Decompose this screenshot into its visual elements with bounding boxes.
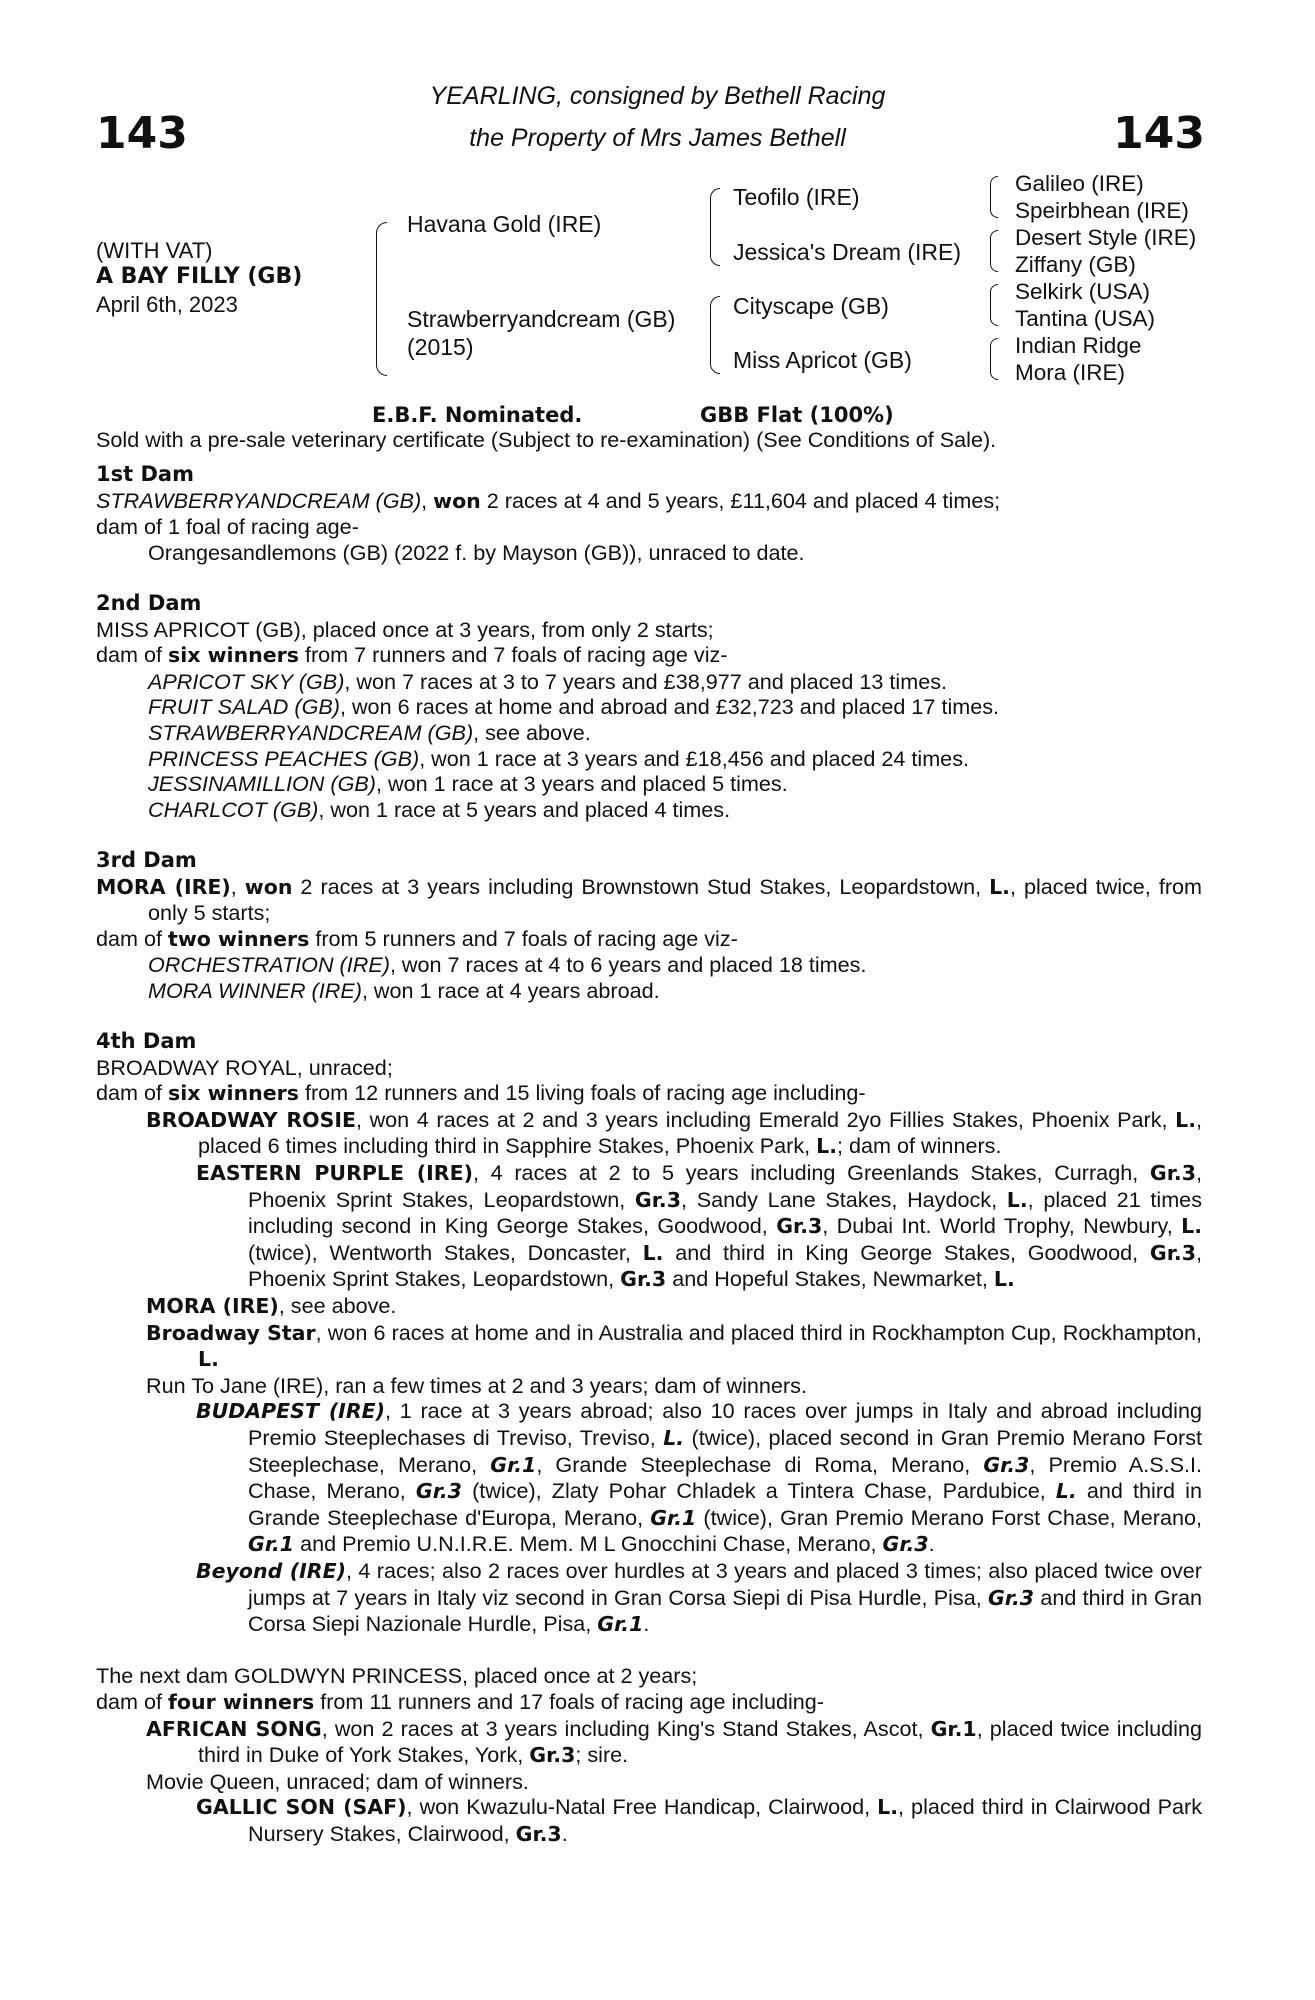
pedigree-brace-gen1 [376,222,387,376]
pedigree-brace-dam [710,296,720,374]
third-dam-summary: dam of two winners from 5 runners and 7 foals of racing age viz- [96,925,738,951]
vat-label: (WITH VAT) [96,238,213,263]
pedigree-body [96,462,1202,1847]
pedigree-sss: Galileo (IRE) [1015,171,1144,196]
sale-note: Sold with a pre-sale veterinary certificate (Subject to re-examination) (See Conditions of Sale). [96,427,997,452]
next-dam-summary: dam of four winners from 11 runners and 17 foals of racing age including- [96,1688,824,1714]
first-dam-name: STRAWBERRYANDCREAM (GB) [96,487,422,513]
pedigree-dds: Indian Ridge [1015,333,1142,358]
broadway-star-entry: Broadway Star, won 6 races at home and in Australia and placed third in Rockhampton Cup, Rockhampton, L. [146,1319,1202,1372]
first-dam-won: won [433,488,481,513]
pedigree-brace-sd [990,230,998,272]
list-item: PRINCESS PEACHES (GB), won 1 race at 3 years and £18,456 and placed 24 times. [148,745,969,771]
first-dam-heading: 1st Dam [96,462,194,486]
pedigree-sds: Desert Style (IRE) [1015,225,1197,250]
second-dam-line: MISS APRICOT (GB), placed once at 3 years, from only 2 starts; [96,616,714,642]
run-to-jane-entry: Run To Jane (IRE), ran a few times at 2 and 3 years; dam of winners. [146,1372,807,1398]
pedigree-sire-sire: Teofilo (IRE) [733,184,860,210]
next-dam-line: The next dam GOLDWYN PRINCESS, placed once at 2 years; [96,1663,698,1689]
pedigree-sire: Havana Gold (IRE) [407,211,602,237]
pedigree-brace-ss [990,176,998,218]
list-item: APRICOT SKY (GB), won 7 races at 3 to 7 years and £38,977 and placed 13 times. [148,668,948,694]
list-item: JESSINAMILLION (GB), won 1 race at 3 years and placed 5 times. [148,771,788,797]
pedigree-dam-sire: Cityscape (GB) [733,293,889,319]
consignor-line: YEARLING, consigned by Bethell Racing [429,82,886,110]
african-song-entry: AFRICAN SONG, won 2 races at 3 years including King's Stand Stakes, Ascot, Gr.1, placed twice including third in Duke of York Stakes, York, Gr.3; sire. [146,1715,1202,1768]
pedigree-sdd: Ziffany (GB) [1015,252,1136,277]
gbb-flat: GBB Flat (100%) [700,403,894,427]
pedigree-ssd: Speirbhean (IRE) [1015,198,1189,223]
list-item: ORCHESTRATION (IRE), won 7 races at 4 to 6 years and placed 18 times. [148,952,867,978]
lot-number-left: 143 [96,108,188,159]
pedigree-brace-dd [990,338,998,380]
eastern-purple-entry: EASTERN PURPLE (IRE), 4 races at 2 to 5 years including Greenlands Stakes, Curragh, Gr.3, Phoenix Sprint Stakes, Leopardstown, Gr.3, Sandy Lane Stakes, Haydock, L., placed 21 times including second in King George Stakes, Goodwood, Gr.3, Dubai Int. World Trophy, Newbury, L. (twice), Wentworth Stakes, Doncaster, L. and third in King George Stakes, Goodwood, Gr.3, Phoenix Sprint Stakes, Leopardstown, Gr.3 and Hopeful Stakes, Newmarket, L. [196,1160,1202,1292]
pedigree-brace-ds [990,284,998,326]
third-dam-heading: 3rd Dam [96,847,197,872]
foaling-date: April 6th, 2023 [96,292,238,317]
beyond-entry: Beyond (IRE), 4 races; also 2 races over hurdles at 3 years and placed 3 times; also placed twice over jumps at 7 years in Italy viz second in Gran Corsa Siepi di Pisa Hurdle, Pisa, Gr.3 and third in Gran Corsa Siepi Nazionale Hurdle, Pisa, Gr.1. [196,1557,1202,1637]
pedigree-sire-dam: Jessica's Dream (IRE) [733,239,962,265]
fourth-dam-line: BROADWAY ROYAL, unraced; [96,1054,393,1080]
pedigree-dam: Strawberryandcream (GB) [407,306,676,332]
pedigree-dsd: Tantina (USA) [1015,306,1156,331]
list-item: CHARLCOT (GB), won 1 race at 5 years and placed 4 times. [148,796,731,822]
second-dam-heading: 2nd Dam [96,590,202,615]
second-dam-summary: dam of six winners from 7 runners and 7 foals of racing age viz- [96,642,728,668]
ebf-nomination: E.B.F. Nominated. [372,403,583,427]
first-dam-foals: dam of 1 foal of racing age- [96,514,359,540]
gallic-son-entry: GALLIC SON (SAF), won Kwazulu-Natal Free Handicap, Clairwood, L., placed third in Clairwood Park Nursery Stakes, Clairwood, Gr.3. [196,1794,1203,1846]
pedigree-dss: Selkirk (USA) [1015,279,1151,304]
third-dam-line: MORA (IRE), won 2 races at 3 years including Brownstown Stud Stakes, Leopardstown, L., placed twice, from only 5 starts; [96,873,1203,926]
list-item: STRAWBERRYANDCREAM (GB), see above. [148,719,591,745]
broadway-rosie-entry: BROADWAY ROSIE, won 4 races at 2 and 3 years including Emerald 2yo Fillies Stakes, Phoenix Park, L., placed 6 times including third in Sapphire Stakes, Phoenix Park, L.; dam of winners. [146,1106,1202,1159]
pedigree-ddd: Mora (IRE) [1015,360,1126,385]
pedigree-brace-sire [710,188,720,266]
lot-number-right: 143 [1113,108,1205,159]
list-item: FRUIT SALAD (GB), won 6 races at home and abroad and £32,723 and placed 17 times. [148,694,1000,720]
pedigree-dam-dam: Miss Apricot (GB) [733,347,912,373]
budapest-entry: BUDAPEST (IRE), 1 race at 3 years abroad; also 10 races over jumps in Italy and abroad including Premio Steeplechases di Treviso, Treviso, L. (twice), placed second in Gran Premio Merano Forst Steeplechase, Merano, Gr.1, Grande Steeplechase di Roma, Merano, Gr.3, Premio A.S.S.I. Chase, Merano, Gr.3 (twice), Zlaty Pohar Chladek a Tintera Chase, Pardubice, L. and third in Grande Steeplechase d'Europa, Merano, Gr.1 (twice), Gran Premio Merano Forst Chase, Merano, Gr.1 and Premio U.N.I.R.E. Mem. M L Gnocchini Chase, Merano, Gr.3. [196,1398,1203,1557]
mora-entry: MORA (IRE), see above. [146,1293,397,1318]
property-line: the Property of Mrs James Bethell [469,124,846,152]
first-dam-produce: Orangesandlemons (GB) (2022 f. by Mayson (GB)), unraced to date. [148,539,805,565]
first-dam-line: STRAWBERRYANDCREAM (GB), won 2 races at 4 and 5 years, £11,604 and placed 4 times; [96,487,1001,513]
list-item: MORA WINNER (IRE), won 1 race at 4 years abroad. [148,977,660,1003]
pedigree-dam-year: (2015) [407,334,474,360]
fourth-dam-heading: 4th Dam [96,1029,197,1054]
horse-name: A BAY FILLY (GB) [96,264,303,289]
fourth-dam-summary: dam of six winners from 12 runners and 15 living foals of racing age including- [96,1080,866,1106]
movie-queen-entry: Movie Queen, unraced; dam of winners. [146,1768,529,1794]
